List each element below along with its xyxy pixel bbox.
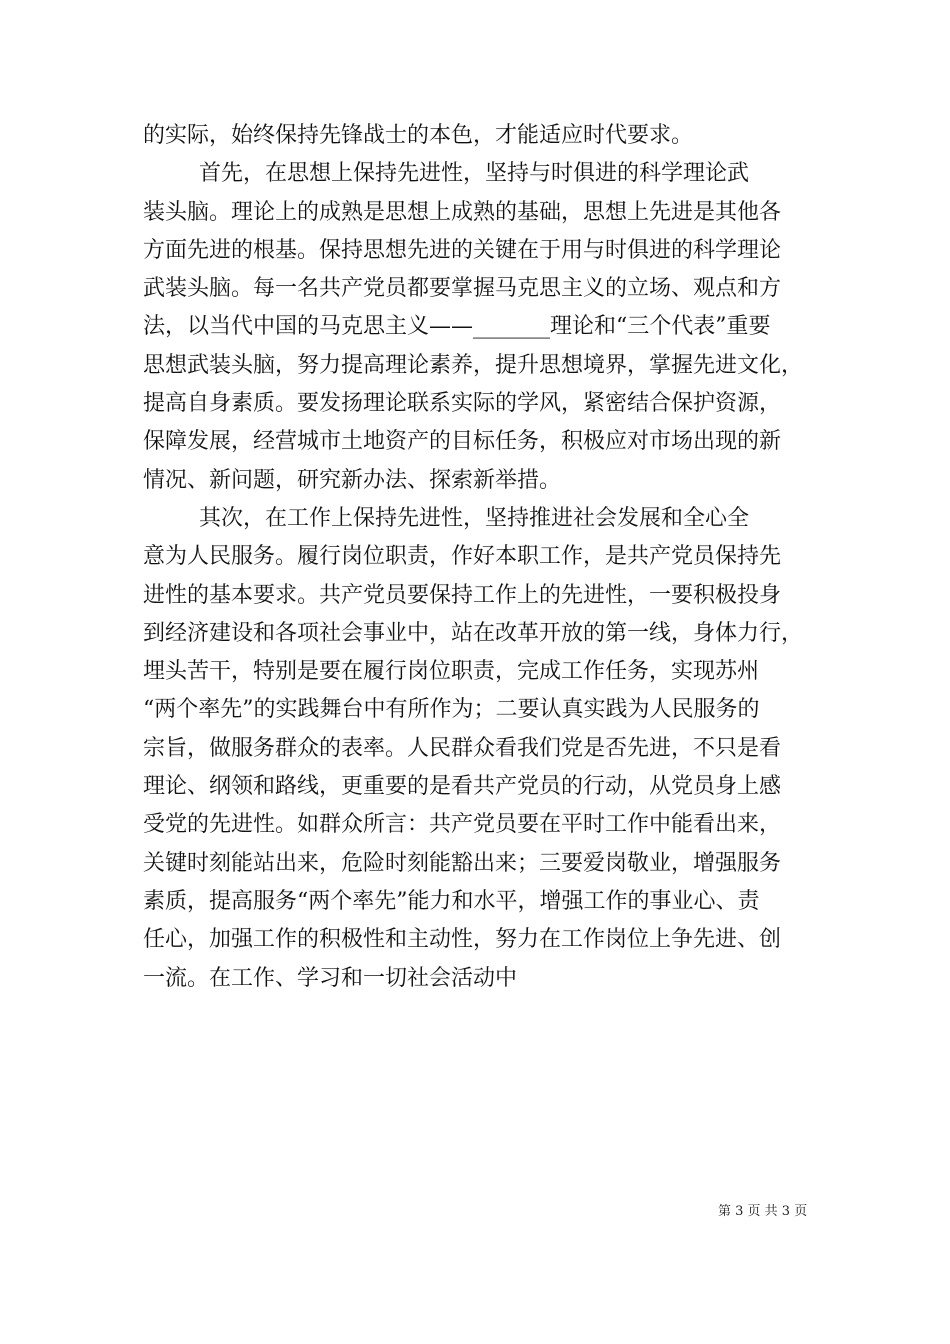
- text-line: 保障发展，经营城市土地资产的目标任务，积极应对市场出现的新: [143, 429, 782, 455]
- text-line: 思想武装头脑，努力提高理论素养，提升思想境界，掌握先进文化，: [143, 352, 804, 378]
- text-line: 任心，加强工作的积极性和主动性，努力在工作岗位上争先进、创: [143, 927, 782, 953]
- text-line: 理论、纲领和路线，更重要的是看共产党员的行动，从党员身上感: [143, 774, 782, 800]
- text-line: 的实际，始终保持先锋战士的本色，才能适应时代要求。: [143, 123, 694, 148]
- text-line: 受党的先进性。如群众所言：共产党员要在平时工作中能看出来，: [143, 812, 782, 838]
- text-line: 方面先进的根基。保持思想先进的关键在于用与时俱进的科学理论: [143, 237, 782, 263]
- text-line: 埋头苦干，特别是要在履行岗位职责，完成工作任务，实现苏州: [143, 659, 760, 685]
- text-line: 到经济建设和各项社会事业中，站在改革开放的第一线，身体力行，: [143, 620, 804, 646]
- text-line: 素质，提高服务“两个率先”能力和水平，增强工作的事业心、责: [143, 888, 760, 914]
- text-line: 意为人民服务。履行岗位职责，作好本职工作，是共产党员保持先: [143, 544, 782, 570]
- text-line: 首先，在思想上保持先进性，坚持与时俱进的科学理论武: [143, 161, 749, 187]
- text-line: 武装头脑。每一名共产党员都要掌握马克思主义的立场、观点和方: [143, 276, 782, 302]
- text-line: 装头脑。理论上的成熟是思想上成熟的基础，思想上先进是其他各: [143, 199, 782, 225]
- text-line: 关键时刻能站出来，危险时刻能豁出来；三要爱岗敬业，增强服务: [143, 850, 782, 876]
- text-line: 宗旨，做服务群众的表率。人民群众看我们党是否先进，不只是看: [143, 735, 782, 761]
- text-line: 一流。在工作、学习和一切社会活动中: [143, 965, 518, 991]
- text-line: “两个率先”的实践舞台中有所作为；二要认真实践为人民服务的: [143, 697, 760, 723]
- text-line: 其次，在工作上保持先进性，坚持推进社会发展和全心全: [143, 505, 749, 531]
- body-text: [143, 117, 823, 998]
- page-number-footer: 第 3 页 共 3 页: [718, 1204, 808, 1219]
- text-line: 提高自身素质。要发扬理论联系实际的学风，紧密结合保护资源，: [143, 391, 782, 417]
- text-line: 法，以当代中国的马克思主义——_______理论和“三个代表”重要: [143, 314, 771, 340]
- text-line: 进性的基本要求。共产党员要保持工作上的先进性，一要积极投身: [143, 582, 782, 608]
- text-line: 情况、新问题，研究新办法、探索新举措。: [143, 467, 562, 493]
